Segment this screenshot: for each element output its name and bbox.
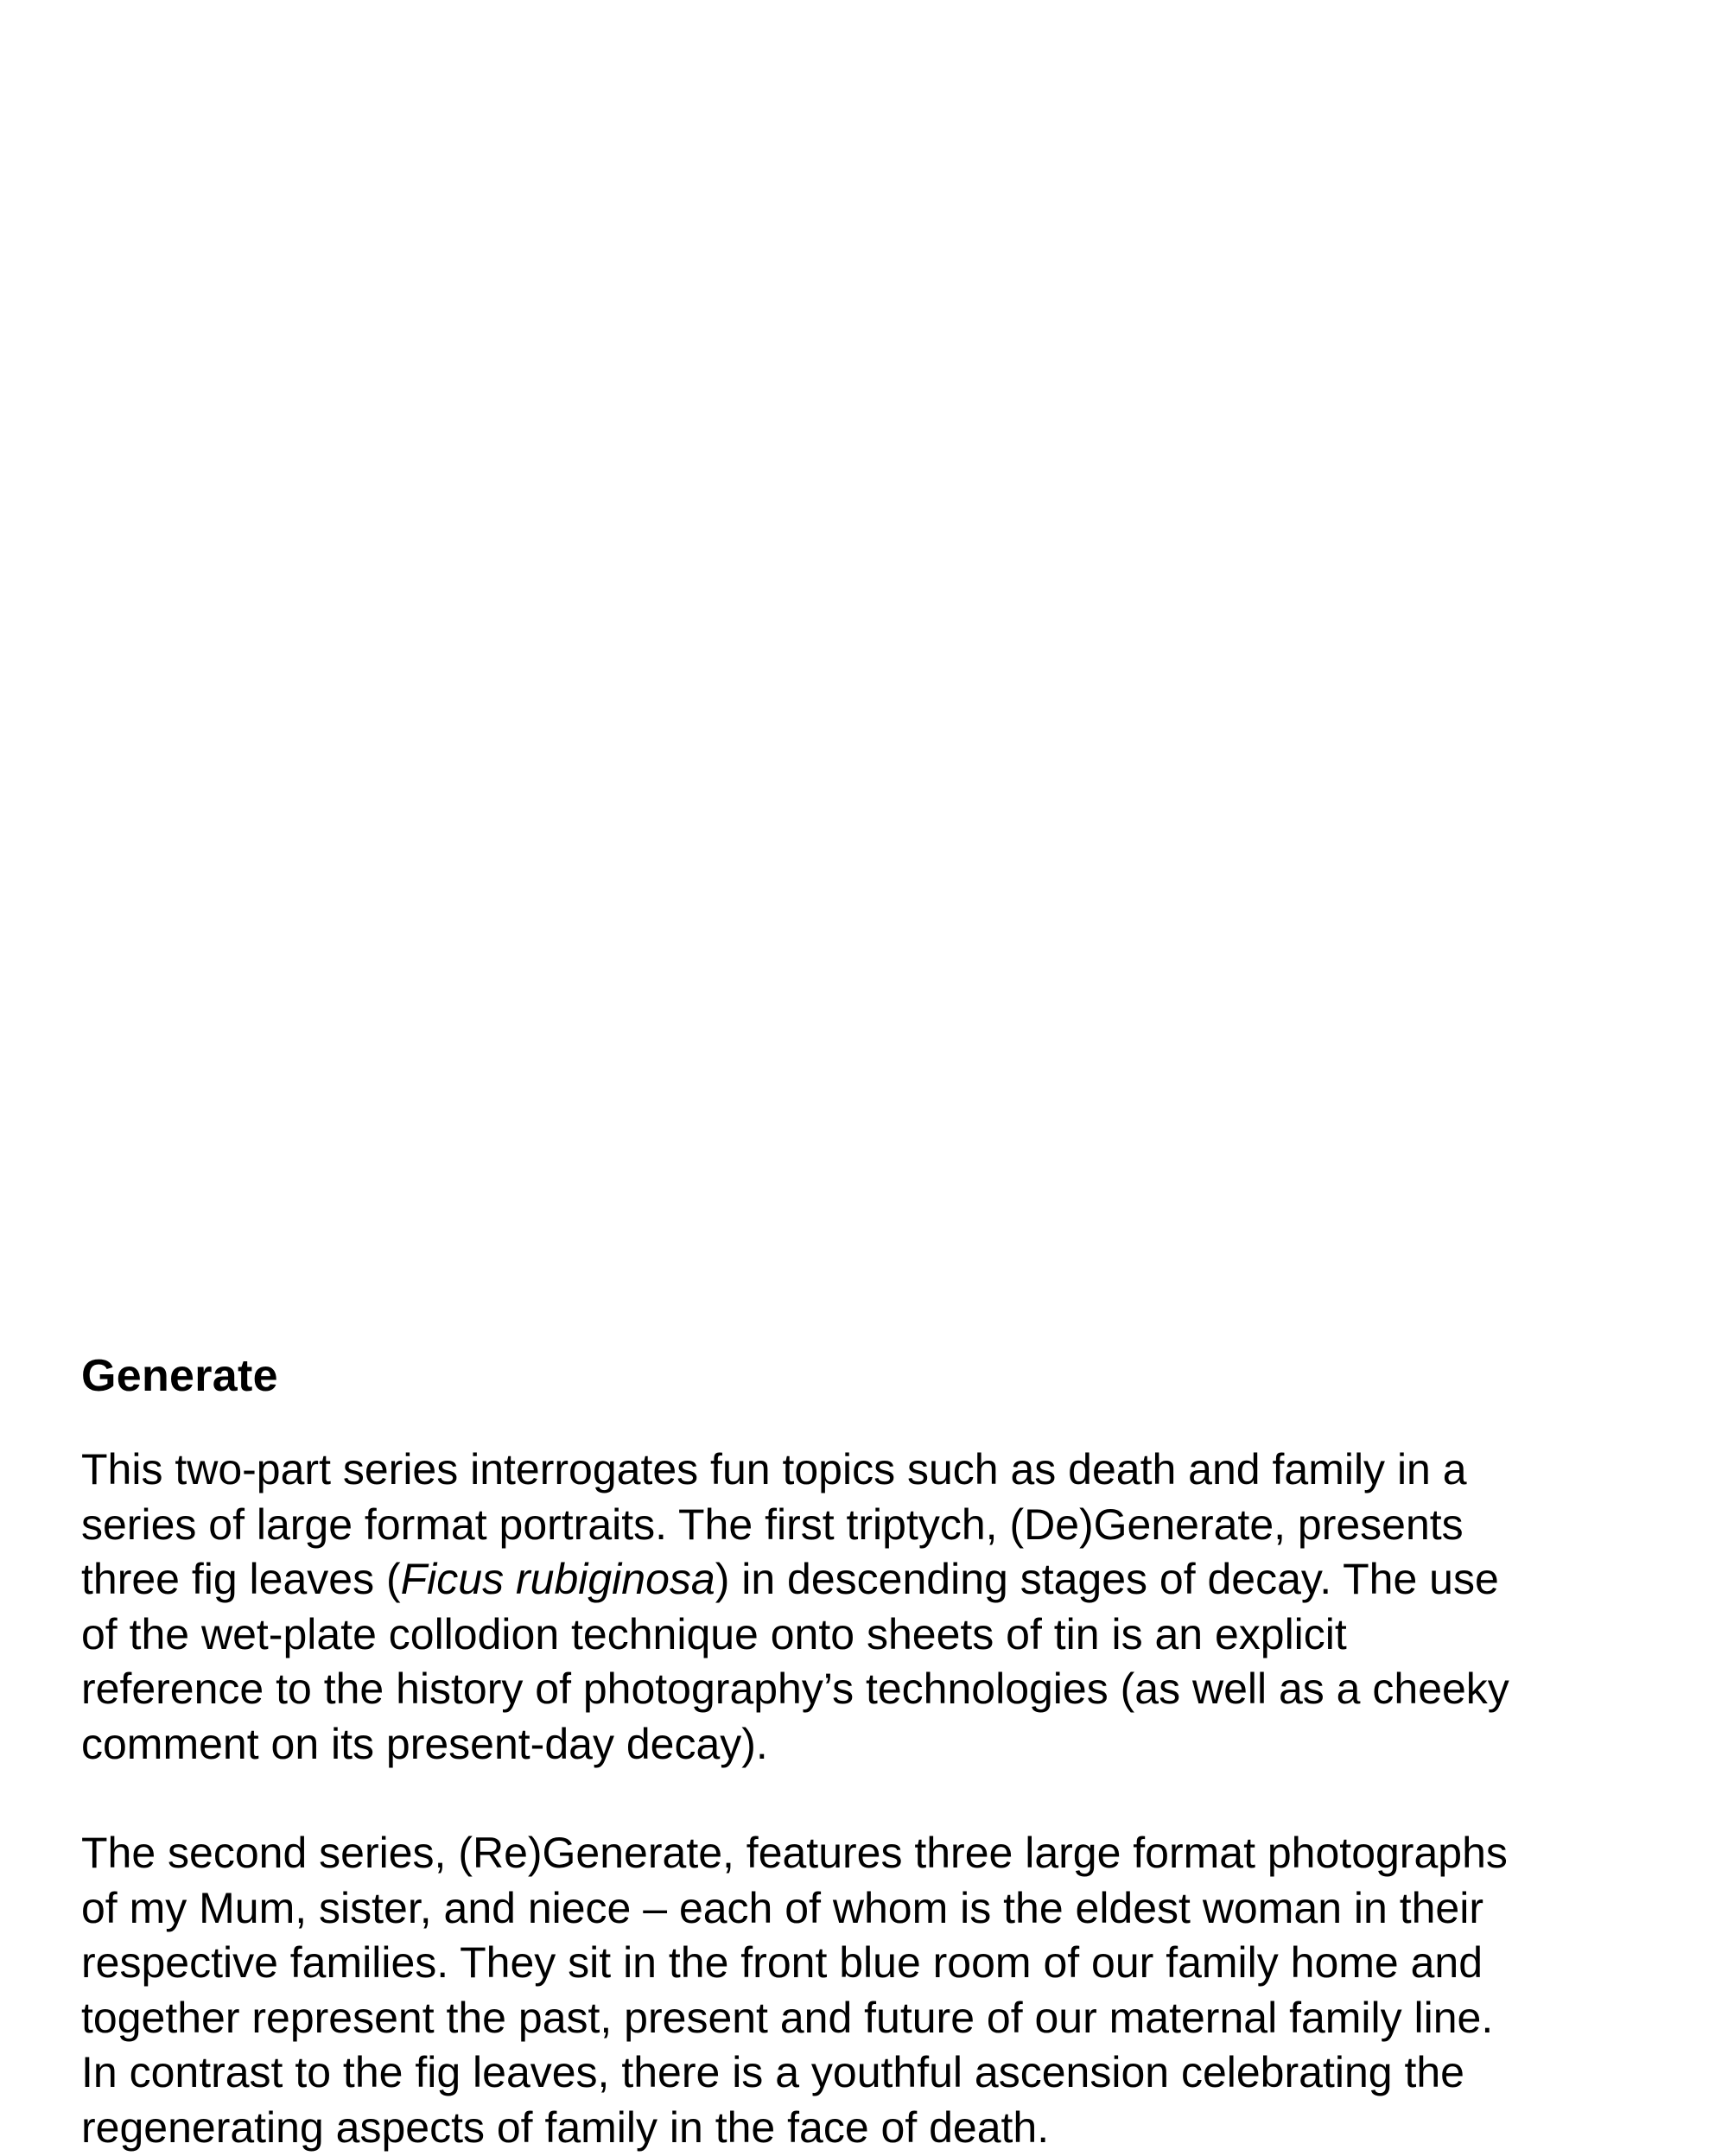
text-line: The second series, (Re)Generate, features three large format photographs bbox=[81, 1829, 1508, 1877]
text-line: This two-part series interrogates fun topics such as death and family in a bbox=[81, 1445, 1467, 1493]
page-title: Generate bbox=[81, 1351, 278, 1401]
text-line: regenerating aspects of family in the face of death. bbox=[81, 2102, 1050, 2152]
text-line bbox=[81, 1552, 1697, 1607]
text-line: series of large format portraits. The first triptych, (De)Generate, presents bbox=[81, 1500, 1464, 1549]
text-line: of my Mum, sister, and niece – each of whom is the eldest woman in their bbox=[81, 1883, 1483, 1932]
text-line: respective families. They sit in the front blue room of our family home and bbox=[81, 1938, 1483, 1987]
artist-statement bbox=[81, 1346, 1697, 2155]
text-segment: three fig leaves ( bbox=[81, 1555, 401, 1603]
text-segment: ) in descending stages of decay. The use bbox=[715, 1555, 1499, 1603]
species-name: Ficus rubiginosa bbox=[400, 1555, 715, 1603]
text-line: reference to the history of photography’s technologies (as well as a cheeky bbox=[81, 1665, 1509, 1713]
text-line: comment on its present-day decay). bbox=[81, 1719, 768, 1768]
text-line: In contrast to the fig leaves, there is a youthful ascension celebrating the bbox=[81, 2048, 1464, 2096]
text-line: together represent the past, present and future of our maternal family line. bbox=[81, 1993, 1494, 2042]
paragraph-degenerate bbox=[81, 1443, 1697, 1772]
paragraph-regenerate bbox=[81, 1826, 1697, 2155]
text-line: of the wet-plate collodion technique onto sheets of tin is an explicit bbox=[81, 1609, 1347, 1658]
